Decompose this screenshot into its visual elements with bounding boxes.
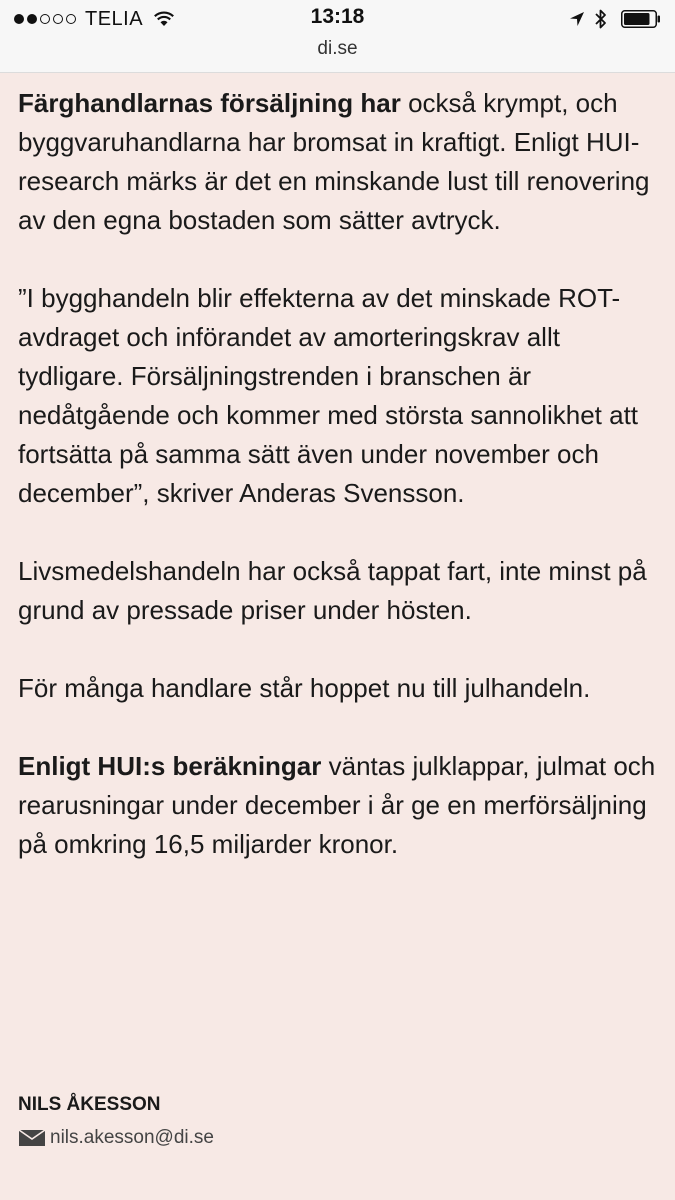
article-paragraph: ”I bygghandeln blir effekterna av det minskade ROT-avdraget och införandet av amorteringskrav allt tydligare. Försäljningstrenden i branschen är nedåtgående och kommer med största sannolikhet att fortsätta på samma sätt även under november och december”, skriver Anderas Svensson. [18,283,639,508]
article-body [18,84,663,903]
bluetooth-icon [595,9,607,29]
address-bar-url[interactable]: di.se [317,38,358,59]
paragraph-text: också krympt, och byggvaruhandlarna har bromsat in kraftigt. Enligt HUI-research märks är det en minskande lust till renovering av den egna bostaden som sätter avtryck. [18,88,650,235]
author-email[interactable]: nils.akesson@di.se [50,1127,214,1148]
article-paragraph [18,84,663,240]
paragraph-text: väntas julklappar, julmat och rearusningar under december i år ge en merförsäljning på omkring 16,5 miljarder kronor. [18,751,656,859]
battery-icon [621,10,661,28]
author-email-link[interactable] [18,1126,214,1150]
author-name: NILS ÅKESSON [18,1094,161,1115]
mail-icon [18,1129,46,1147]
article-paragraph: Livsmedelshandeln har också tappat fart, inte minst på grund av pressade priser under hösten. [18,556,647,625]
carrier-name: TELIA [85,7,144,30]
paragraph-lead: Enligt HUI:s beräkningar [18,751,322,781]
status-bar [0,0,675,73]
article-paragraph [18,747,663,864]
article-paragraph: För många handlare står hoppet nu till julhandeln. [18,673,591,703]
paragraph-lead: Färghandlarnas försäljning har [18,88,401,118]
status-icons [569,6,661,32]
location-arrow-icon [569,11,585,27]
clock: 13:18 [310,5,365,28]
